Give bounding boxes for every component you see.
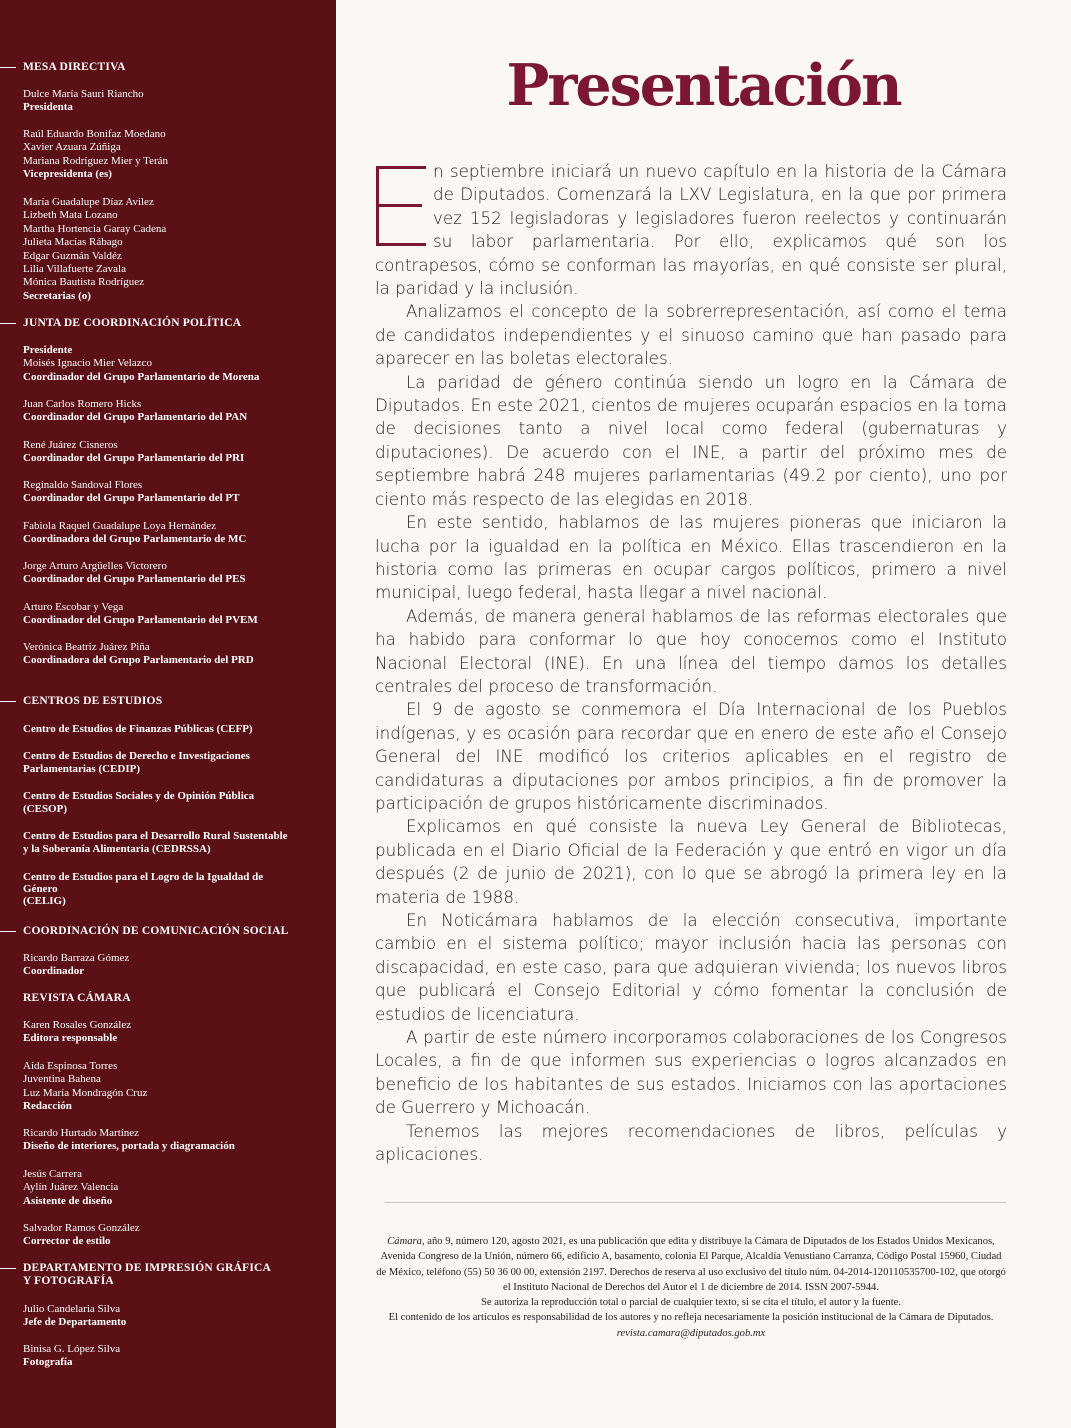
centro-name: Centro de Estudios Sociales y de Opinión Pública <box>23 790 255 802</box>
centro-name: Centro de Estudios de Derecho e Investigaciones <box>23 750 250 762</box>
person-role: Presidenta <box>23 101 73 114</box>
article-body <box>375 160 1007 1166</box>
paragraph: n septiembre iniciará un nuevo capítulo en la historia de la Cámara de Diputados. Comenzará la LXV Legislatura, en la que por primera vez 152 legisladoras y legisladores fueron reelectos y continuarán su labor parlamentaria. Por ello, explicamos qué son los contrapesos, cómo se conforman las mayorías, en qué consiste ser plural, la paridad y la inclusión. <box>375 161 1007 299</box>
credit-group <box>23 88 328 115</box>
person-name: Mónica Bautista Rodríguez <box>23 276 144 289</box>
person-role: Coordinador del Grupo Parlamentario del PVEM <box>23 614 258 627</box>
paragraph: En este sentido, hablamos de las mujeres pioneras que iniciaron la lucha por la igualdad en la política en México. Ellas trascendieron en la historia como las primeras en ocupar cargos políticos, primero a nivel municipal, luego federal, hasta llegar a nivel nacional. <box>375 512 1007 603</box>
colophon-legal <box>376 1234 1006 1295</box>
person-role: Secretarias (o) <box>23 289 91 302</box>
credit-group <box>23 520 328 547</box>
credit-group <box>23 479 328 506</box>
person-name: Mariana Rodríguez Mier y Terán <box>23 154 169 167</box>
person-name: Martha Hortencia Garay Cadena <box>23 222 167 235</box>
person-role: Redacción <box>23 1100 72 1113</box>
paragraph: El 9 de agosto se conmemora el Día Internacional de los Pueblos indígenas, y es ocasión para recordar que en enero de este año el Consejo General del INE modificó los criterios aplicables en el registro de candidaturas a diputaciones por ambos principios, a fin de promover la participación de grupos históricamente discriminados. <box>375 699 1007 813</box>
magazine-name: Cámara <box>387 1236 422 1247</box>
credit-group <box>23 601 328 628</box>
centro-item <box>23 750 328 777</box>
credit-group <box>23 1019 328 1046</box>
credit-group <box>23 641 328 668</box>
person-name: Edgar Guzmán Valdéz <box>23 249 122 262</box>
centro-name: Centro de Estudios para el Logro de la Igualdad de <box>23 871 264 883</box>
person-role: Fotografía <box>23 1356 73 1369</box>
colophon-reproduction: Se autoriza la reproducción total o parcial de cualquier texto, si se cita el título, el autor y la fuente. <box>480 1297 902 1309</box>
heading-line: Y FOTOGRAFÍA <box>23 1275 114 1287</box>
section-heading-impresion <box>23 1262 271 1288</box>
person-role: Coordinador del Grupo Parlamentario de Morena <box>23 370 260 383</box>
person-name: Lizbeth Mata Lozano <box>23 209 118 222</box>
centro-item <box>23 790 328 817</box>
person-name: Ricardo Barraza Gómez <box>23 952 130 964</box>
centro-name: y la Soberanía Alimentaria (CEDRSSA) <box>23 843 211 856</box>
section-heading-comunicacion: COORDINACIÓN DE COMUNICACIÓN SOCIAL <box>23 925 289 937</box>
credit-group <box>23 1127 328 1154</box>
section-heading-revista: REVISTA CÁMARA <box>23 992 131 1004</box>
credit-group <box>23 560 328 587</box>
section-heading-junta: JUNTA DE COORDINACIÓN POLÍTICA <box>23 317 242 329</box>
person-role: Coordinadora del Grupo Parlamentario del PRD <box>23 654 254 667</box>
person-role: Vicepresidenta (es) <box>23 168 112 181</box>
person-name: René Juárez Cisneros <box>23 439 118 451</box>
drop-cap-space <box>375 160 433 248</box>
credit-group <box>23 952 328 979</box>
person-role: Coordinadora del Grupo Parlamentario de MC <box>23 533 247 546</box>
person-name: Aída Espinosa Torres <box>23 1060 118 1072</box>
person-name: Moisés Ignacio Mier Velazco <box>23 357 153 370</box>
person-name: Verónica Beatriz Juárez Piña <box>23 641 150 653</box>
person-role: Coordinador del Grupo Parlamentario del PT <box>23 492 240 505</box>
centro-name: (CELIG) <box>23 895 66 908</box>
credit-group <box>23 439 328 466</box>
person-name: Julieta Macías Rábago <box>23 236 123 249</box>
person-name: María Guadalupe Díaz Avilez <box>23 196 154 208</box>
centro-name: Parlamentarias (CEDIP) <box>23 763 141 776</box>
person-name: Julio Candelaria Silva <box>23 1303 121 1315</box>
person-name: Jesús Carrera <box>23 1168 82 1180</box>
person-name: Raúl Eduardo Bonifaz Moedano <box>23 128 166 140</box>
person-name: Xavier Azuara Zúñiga <box>23 141 121 154</box>
person-name: Jorge Arturo Argüelles Victorero <box>23 560 167 572</box>
person-name: Juventina Bahena <box>23 1073 101 1086</box>
paragraph: En Noticámara hablamos de la elección consecutiva, importante cambio en el sistema político; mayor inclusión hacia las personas con discapacidad, en este caso, para que adquieran vivienda; los nuevos libros que publicará el Consejo Editorial y cómo fomentar la conclusión de estudios de licenciatura. <box>375 910 1007 1024</box>
centro-name: Centro de Estudios para el Desarrollo Rural Sustentable <box>23 830 288 842</box>
person-name: Arturo Escobar y Vega <box>23 601 124 613</box>
person-name: Karen Rosales González <box>23 1019 132 1031</box>
email-text[interactable]: revista.camara@diputados.gob.mx <box>616 1327 766 1339</box>
colophon-disclaimer: El contenido de los artículos es responsabilidad de los autores y no refleja necesariamente la posición institucional de la Cámara de Diputados. <box>388 1312 994 1324</box>
section-heading-centros: CENTROS DE ESTUDIOS <box>23 695 163 707</box>
paragraph: Analizamos el concepto de la sobrerrepresentación, así como el tema de candidatos independientes y el sinuoso camino que han pasado para aparecer en las boletas electorales. <box>375 301 1007 369</box>
page-title: Presentación <box>506 52 901 119</box>
person-name: Ricardo Hurtado Martínez <box>23 1127 140 1139</box>
credit-group <box>23 1303 328 1330</box>
person-name: Aylín Juárez Valencia <box>23 1181 119 1194</box>
contact-email[interactable] <box>376 1326 1006 1341</box>
paragraph: A partir de este número incorporamos colaboraciones de los Congresos Locales, a fin de que informen sus experiencias o logros alcanzados en beneficio de los habitantes de sus estados. Iniciamos con las aportaciones de Guerrero y Michoacán. <box>375 1027 1007 1118</box>
credit-group <box>23 344 328 384</box>
section-heading-mesa-directiva: MESA DIRECTIVA <box>23 61 126 73</box>
centro-name: Género <box>23 883 58 896</box>
credit-group <box>23 398 328 425</box>
person-role: Coordinador del Grupo Parlamentario del PES <box>23 573 246 586</box>
credit-group <box>23 196 328 303</box>
person-role: Coordinador del Grupo Parlamentario del PAN <box>23 411 248 424</box>
colophon <box>376 1234 1006 1341</box>
article-page <box>336 0 1071 1428</box>
person-role: Jefe de Departamento <box>23 1316 127 1329</box>
credits-sidebar <box>0 0 336 1428</box>
person-role: Asistente de diseño <box>23 1194 113 1207</box>
credit-group <box>23 1343 328 1370</box>
president-label: Presidente <box>23 344 73 356</box>
person-name: Luz María Mondragón Cruz <box>23 1086 148 1099</box>
person-role: Coordinador <box>23 965 85 978</box>
credit-group <box>23 128 328 182</box>
centro-name: Centro de Estudios de Finanzas Públicas (CEFP) <box>23 723 253 735</box>
paragraph: La paridad de género continúa siendo un logro en la Cámara de Diputados. En este 2021, cientos de mujeres ocuparán espacios en la toma de decisiones tanto a nivel local como federal (gubernaturas y diputaciones). De acuerdo con el INE, a partir del próximo mes de septiembre habrá 248 mujeres parlamentarias (49.2 por ciento), uno por ciento más respecto de las elegidas en 2018. <box>375 371 1007 509</box>
colophon-text: , año 9, número 120, agosto 2021, es una publicación que edita y distribuye la Cámara de Diputados de los Estados Unidos Mexicanos, Avenida Congreso de la Unión, número 66, edificio A, basamento, colonia El Parque, Alcaldía Venustiano Carranza, Código Postal 15960, Ciudad de México, teléfono (55) 50 36 00 00, extensión 2197. Derechos de reserva al uso exclusivo del título núm. 04-2014-120110535700-102, que otorgó el Instituto Nacional de Derechos del Autor el 1 de diciembre de 2014. ISSN 2007-5944. <box>376 1236 1006 1293</box>
centro-item <box>23 723 328 736</box>
paragraph: Tenemos las mejores recomendaciones de libros, películas y aplicaciones. <box>375 1120 1007 1165</box>
credit-group <box>23 1060 328 1114</box>
person-role: Editora responsable <box>23 1032 118 1045</box>
paragraph: Además, de manera general hablamos de las reformas electorales que ha habido para conformar lo que hoy conocemos como el Instituto Nacional Electoral (INE). En una línea del tiempo damos los detalles centrales del proceso de transformación. <box>375 605 1007 696</box>
person-name: Dulce María Sauri Riancho <box>23 88 144 100</box>
person-name: Binisa G. López Silva <box>23 1343 121 1355</box>
centro-item <box>23 871 328 909</box>
person-name: Salvador Ramos González <box>23 1222 140 1234</box>
person-role: Diseño de interiores, portada y diagramación <box>23 1140 235 1153</box>
credit-group <box>23 1168 328 1208</box>
heading-line: DEPARTAMENTO DE IMPRESIÓN GRÁFICA <box>23 1262 272 1274</box>
centro-item <box>23 830 328 857</box>
centro-name: (CESOP) <box>23 803 67 816</box>
credit-group <box>23 1222 328 1249</box>
person-name: Reginaldo Sandoval Flores <box>23 479 143 491</box>
person-role: Corrector de estilo <box>23 1235 111 1248</box>
divider <box>385 1202 1006 1203</box>
paragraph: Explicamos en qué consiste la nueva Ley General de Bibliotecas, publicada en el Diario Oficial de la Federación y que entró en vigor un día después (2 de junio de 2021), con lo que se abrogó la primera ley en la materia de 1988. <box>375 816 1007 907</box>
person-name: Lilia Villafuerte Zavala <box>23 263 126 276</box>
person-name: Fabiola Raquel Guadalupe Loya Hernández <box>23 520 217 532</box>
person-role: Coordinador del Grupo Parlamentario del PRI <box>23 452 245 465</box>
person-name: Juan Carlos Romero Hicks <box>23 398 142 410</box>
